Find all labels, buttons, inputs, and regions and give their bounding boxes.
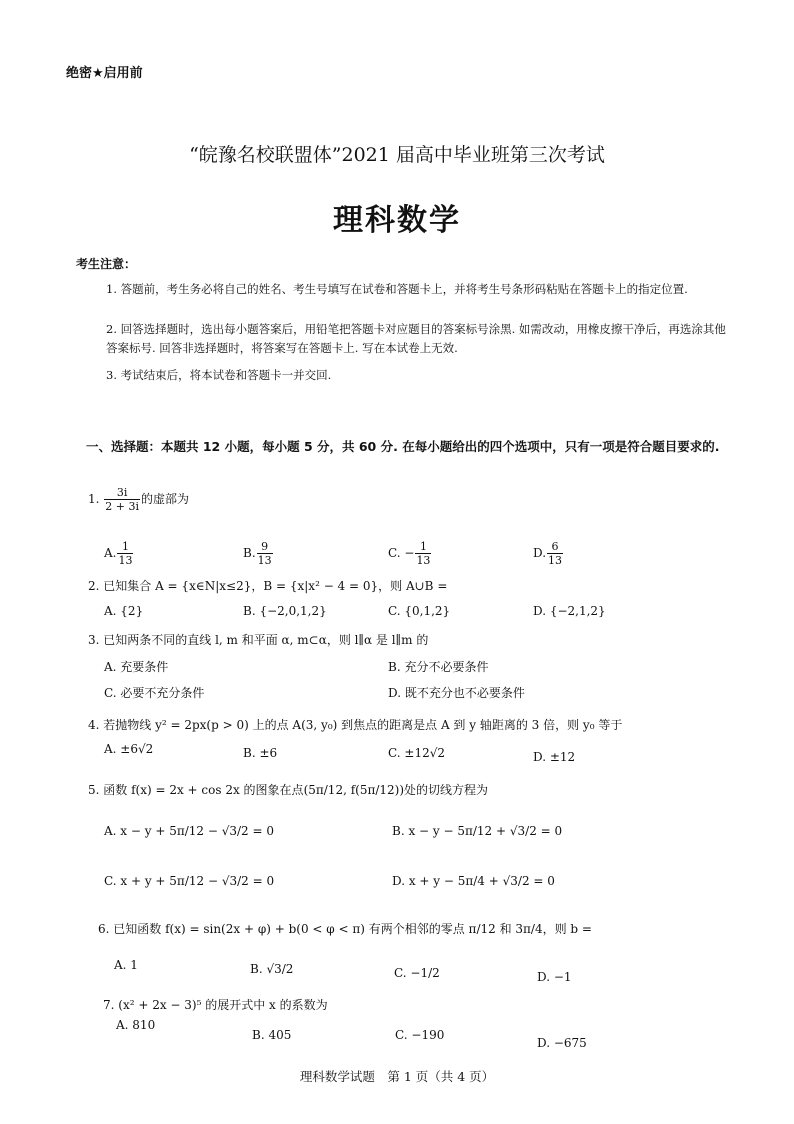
q7-option-d: D. −675	[537, 1036, 587, 1050]
q1-option-c: C. − $\frac{1}{13}$	[388, 540, 431, 567]
q3-option-d: D. 既不充分也不必要条件	[388, 686, 525, 700]
q7-option-b: B. 405	[252, 1028, 292, 1042]
q7-option-a: A. 810	[116, 1018, 156, 1032]
q6-option-d: D. −1	[537, 970, 572, 984]
section-heading: 一、选择题：本题共 12 小题，每小题 5 分，共 60 分. 在每小题给出的四个选项中，只有一项是符合题目要求的.	[86, 439, 720, 454]
notice-item-1: 1. 答题前，考生务必将自己的姓名、考生号填写在试卷和答题卡上，并将考生号条形码粘贴在答题卡上的指定位置.	[106, 282, 688, 296]
fraction: $\frac{3i}{2 + 3i}$	[105, 486, 140, 513]
q1-option-b: B. $\frac{9}{13}$	[243, 540, 272, 567]
question-1: 1. $\frac{3i}{2 + 3i}$ 的虚部为	[88, 486, 190, 513]
q4-option-c: C. ±12√2	[388, 746, 445, 760]
question-6: 6. 已知函数 f(x) = sin(2x + φ) + b(0 < φ < π) 有两个相邻的零点 π/12 和 3π/4，则 b =	[98, 922, 592, 936]
notice-item-2: 2. 回答选择题时，选出每小题答案后，用铅笔把答题卡对应题目的答案标号涂黑. 如需改动，用橡皮擦干净后，再选涂其他答案标号. 回答非选择题时，将答案写在答题卡上. 写在本试卷上无效.	[106, 322, 726, 355]
point-expression: (5π/12, f(5π/12))	[303, 783, 405, 797]
q5-option-a: A. x − y + 5π/12 − √3/2 = 0	[104, 824, 275, 838]
question-3: 3. 已知两条不同的直线 l, m 和平面 α, m⊂α，则 l∥α 是 l∥m 的	[88, 633, 429, 647]
q6-option-c: C. −1/2	[394, 966, 440, 980]
q2-option-b: B. {−2,0,1,2}	[243, 604, 327, 618]
page-footer: 理科数学试题 第 1 页（共 4 页）	[299, 1069, 495, 1084]
q1-option-d: D. $\frac{6}{13}$	[533, 540, 563, 567]
confidential-label: 绝密★启用前	[66, 66, 143, 81]
question-5: 5. 函数 f(x) = 2x + cos 2x 的图象在点(5π/12, f(5π/12))处的切线方程为	[88, 783, 489, 797]
exam-title: “皖豫名校联盟体”2021 届高中毕业班第三次考试	[189, 144, 605, 166]
q7-option-c: C. −190	[395, 1028, 445, 1042]
q4-option-b: B. ±6	[243, 746, 278, 760]
q4-option-a: A. ±6√2	[104, 742, 154, 756]
q2-option-d: D. {−2,1,2}	[533, 604, 606, 618]
question-7: 7. (x² + 2x − 3)⁵ 的展开式中 x 的系数为	[103, 998, 328, 1012]
q6-option-a: A. 1	[114, 958, 138, 972]
q3-option-b: B. 充分不必要条件	[388, 660, 489, 674]
q5-option-b: B. x − y − 5π/12 + √3/2 = 0	[392, 824, 563, 838]
notice-item-3: 3. 考试结束后，将本试卷和答题卡一并交回.	[106, 368, 332, 382]
notice-heading: 考生注意：	[76, 257, 137, 271]
q3-option-c: C. 必要不充分条件	[104, 686, 205, 700]
subject-title: 理科数学	[333, 203, 461, 238]
q3-option-a: A. 充要条件	[104, 660, 169, 674]
question-4: 4. 若抛物线 y² = 2px(p > 0) 上的点 A(3, y₀) 到焦点的距离是点 A 到 y 轴距离的 3 倍，则 y₀ 等于	[88, 718, 623, 732]
q5-option-c: C. x + y + 5π/12 − √3/2 = 0	[104, 874, 275, 888]
q2-option-a: A. {2}	[104, 604, 144, 618]
q1-option-a: A. $\frac{1}{13}$	[104, 540, 133, 567]
q5-option-d: D. x + y − 5π/4 + √3/2 = 0	[392, 874, 555, 888]
q2-option-c: C. {0,1,2}	[388, 604, 451, 618]
q6-option-b: B. √3/2	[250, 962, 294, 976]
q4-option-d: D. ±12	[533, 750, 576, 764]
question-2: 2. 已知集合 A = {x∈N|x≤2}，B = {x|x² − 4 = 0}，则 A∪B =	[88, 579, 448, 593]
